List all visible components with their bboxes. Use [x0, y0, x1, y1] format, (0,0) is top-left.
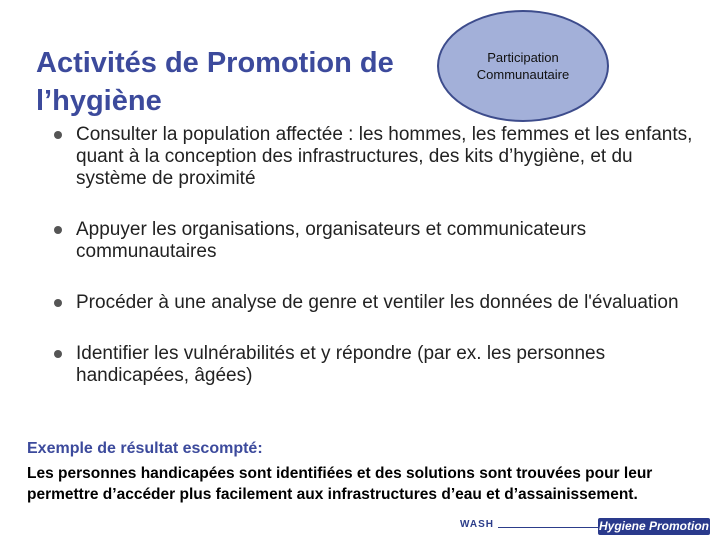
bullet-text: Procéder à une analyse de genre et ventiler les données de l'évaluation: [76, 292, 679, 313]
slide-title: Activités de Promotion de l’hygiène: [36, 47, 394, 117]
footer-wash-label: WASH: [460, 519, 494, 530]
bullet-item: [54, 124, 704, 190]
participation-badge: [437, 10, 609, 122]
bullet-dot-icon: [54, 299, 62, 307]
example-body: Les personnes handicapées sont identifiées et des solutions sont trouvées pour leur permettre d’accéder plus facilement aux infrastructures d’eau et d’assainissement.: [27, 465, 653, 503]
bullet-text: Consulter la population affectée : les hommes, les femmes et les enfants, quant à la conception des infrastructures, des kits d’hygiène, et du système de proximité: [76, 124, 693, 189]
badge-line-1: Participation: [487, 50, 559, 65]
bullet-list: [54, 124, 704, 387]
footer-divider: [498, 527, 598, 528]
bullet-dot-icon: [54, 350, 62, 358]
example-heading: Exemple de résultat escompté:: [27, 440, 263, 457]
bullet-dot-icon: [54, 131, 62, 139]
bullet-item: [54, 292, 704, 314]
bullet-item: [54, 219, 704, 263]
bullet-text: Identifier les vulnérabilités et y répondre (par ex. les personnes handicapées, âgées): [76, 343, 606, 386]
bullet-dot-icon: [54, 226, 62, 234]
bullet-item: [54, 343, 704, 387]
bullet-text: Appuyer les organisations, organisateurs et communicateurs communautaires: [76, 219, 587, 262]
footer-hygiene-promotion-tag: Hygiene Promotion: [598, 519, 709, 533]
badge-line-2: Communautaire: [476, 67, 570, 82]
